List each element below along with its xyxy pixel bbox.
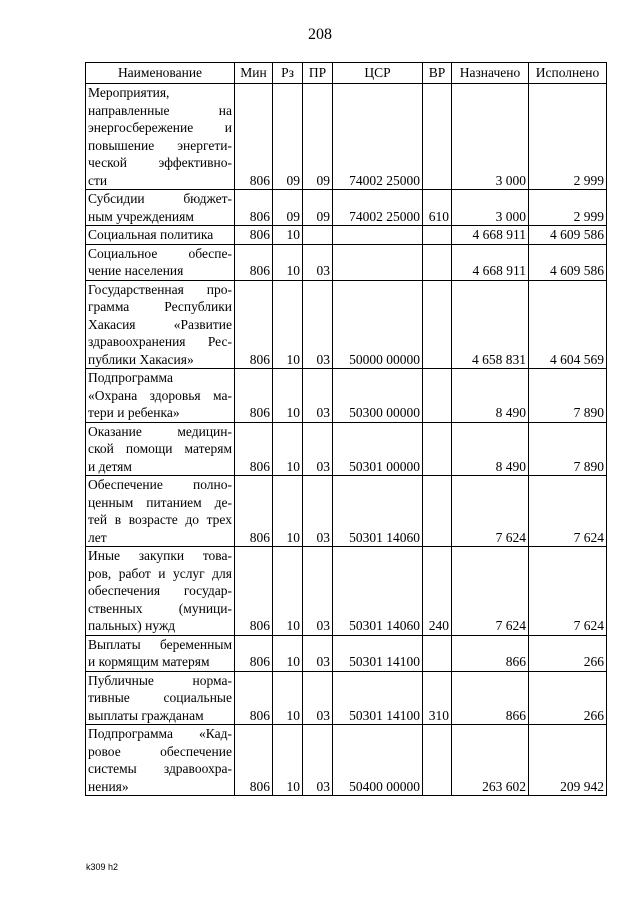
cell-min: 806 (235, 280, 273, 369)
cell-name-line: Социальная политика (88, 227, 214, 242)
cell-name-line: Социальное обеспе- (88, 245, 232, 261)
cell-executed: 266 (529, 671, 607, 725)
cell-name-line: Хакасия «Развитие (88, 316, 232, 332)
cell-name (86, 190, 235, 226)
cell-min: 806 (235, 635, 273, 671)
cell-name-line: Иные закупки това- (88, 548, 232, 563)
cell-name-line: тери и ребенка» (88, 405, 180, 420)
cell-name-line: нения» (88, 778, 129, 794)
cell-min: 806 (235, 226, 273, 245)
cell-executed: 7 890 (529, 369, 607, 423)
footer-code: k309 h2 (86, 862, 119, 872)
cell-name-line: тивные социальные (88, 690, 232, 705)
cell-assigned: 8 490 (452, 422, 529, 476)
cell-rz: 10 (273, 369, 303, 423)
cell-csr: 50301 14100 (333, 635, 423, 671)
cell-vr (423, 244, 452, 280)
cell-pr: 03 (303, 547, 333, 636)
cell-pr (303, 226, 333, 245)
cell-executed: 4 609 586 (529, 226, 607, 245)
cell-rz: 10 (273, 671, 303, 725)
table-row (86, 476, 607, 547)
cell-executed: 2 999 (529, 84, 607, 190)
cell-name-line: системы здравоохра- (88, 761, 232, 776)
cell-csr (333, 244, 423, 280)
cell-min: 806 (235, 476, 273, 547)
cell-name-line: здравоохранения Рес- (88, 334, 232, 349)
cell-assigned: 7 624 (452, 476, 529, 547)
page-number: 208 (308, 26, 332, 43)
cell-csr: 50400 00000 (333, 725, 423, 796)
cell-assigned: 4 668 911 (452, 226, 529, 245)
cell-rz: 09 (273, 190, 303, 226)
cell-vr (423, 84, 452, 190)
cell-name-line: тей в возрасте до трех (88, 512, 232, 527)
table-row (86, 422, 607, 476)
table-row (86, 671, 607, 725)
cell-name-line: сти (88, 172, 108, 188)
table-row (86, 635, 607, 671)
cell-pr: 09 (303, 84, 333, 190)
cell-name-line: ров, работ и услуг для (88, 565, 232, 581)
header-vr: ВР (423, 63, 452, 84)
cell-executed: 2 999 (529, 190, 607, 226)
cell-name-line: Подпрограмма (88, 370, 173, 385)
cell-name-line: ственных (муници- (88, 600, 232, 616)
cell-pr: 03 (303, 369, 333, 423)
cell-executed: 7 890 (529, 422, 607, 476)
cell-assigned: 8 490 (452, 369, 529, 423)
cell-min: 806 (235, 671, 273, 725)
cell-rz: 10 (273, 280, 303, 369)
cell-pr: 03 (303, 671, 333, 725)
cell-executed: 209 942 (529, 725, 607, 796)
table-row (86, 190, 607, 226)
cell-name (86, 671, 235, 725)
cell-executed: 4 604 569 (529, 280, 607, 369)
cell-name-line: «Охрана здоровья ма- (88, 387, 232, 403)
cell-rz: 10 (273, 635, 303, 671)
cell-rz: 09 (273, 84, 303, 190)
cell-name-line: ческой эффективно- (88, 155, 232, 170)
cell-vr (423, 369, 452, 423)
cell-csr: 74002 25000 (333, 190, 423, 226)
cell-rz: 10 (273, 547, 303, 636)
cell-pr: 09 (303, 190, 333, 226)
cell-name-line: обеспечения государ- (88, 583, 232, 598)
cell-min: 806 (235, 84, 273, 190)
cell-name-line: направленные на (88, 102, 232, 118)
cell-assigned: 4 658 831 (452, 280, 529, 369)
cell-vr (423, 280, 452, 369)
cell-vr (423, 476, 452, 547)
cell-vr (423, 422, 452, 476)
cell-name-line: ской помощи матерям (88, 441, 232, 456)
cell-csr (333, 226, 423, 245)
cell-name-line: ценным питанием де- (88, 494, 232, 510)
cell-name-line: ровое обеспечение (88, 743, 232, 759)
cell-csr: 50301 14060 (333, 547, 423, 636)
cell-executed: 7 624 (529, 476, 607, 547)
header-executed: Исполнено (529, 63, 607, 84)
cell-name (86, 280, 235, 369)
cell-min: 806 (235, 547, 273, 636)
cell-assigned: 3 000 (452, 190, 529, 226)
cell-name-line: и детям (88, 458, 132, 474)
cell-name-line: выплаты гражданам (88, 707, 204, 723)
cell-min: 806 (235, 369, 273, 423)
cell-name (86, 226, 235, 245)
cell-name-line: повышение энергети- (88, 137, 232, 153)
cell-name-line: ным учреждениям (88, 208, 194, 224)
cell-assigned: 263 602 (452, 725, 529, 796)
cell-min: 806 (235, 190, 273, 226)
cell-assigned: 4 668 911 (452, 244, 529, 280)
budget-table (85, 62, 607, 796)
cell-csr: 74002 25000 (333, 84, 423, 190)
cell-vr: 610 (423, 190, 452, 226)
cell-name-line: чение населения (88, 263, 184, 278)
cell-pr: 03 (303, 476, 333, 547)
header-name: Наименование (86, 63, 235, 84)
cell-vr: 310 (423, 671, 452, 725)
cell-assigned: 3 000 (452, 84, 529, 190)
cell-rz: 10 (273, 422, 303, 476)
cell-name-line: Подпрограмма «Кад- (88, 726, 232, 741)
table-row (86, 226, 607, 245)
cell-name-line: Субсидии бюджет- (88, 191, 232, 206)
cell-name (86, 725, 235, 796)
cell-csr: 50301 14060 (333, 476, 423, 547)
cell-name (86, 476, 235, 547)
table-row (86, 244, 607, 280)
cell-min: 806 (235, 422, 273, 476)
table-header-row (86, 63, 607, 84)
table-row (86, 547, 607, 636)
cell-name-line: Обеспечение полно- (88, 477, 232, 492)
cell-vr (423, 226, 452, 245)
cell-csr: 50301 14100 (333, 671, 423, 725)
cell-pr: 03 (303, 422, 333, 476)
cell-assigned: 866 (452, 635, 529, 671)
cell-name (86, 635, 235, 671)
cell-rz: 10 (273, 476, 303, 547)
cell-min: 806 (235, 725, 273, 796)
cell-csr: 50301 00000 (333, 422, 423, 476)
cell-pr: 03 (303, 280, 333, 369)
cell-name-line: лет (88, 529, 107, 545)
table-body (86, 84, 607, 796)
cell-pr: 03 (303, 725, 333, 796)
table-row (86, 280, 607, 369)
table-row (86, 725, 607, 796)
cell-name-line: грамма Республики (88, 299, 232, 314)
cell-pr: 03 (303, 244, 333, 280)
table-row (86, 369, 607, 423)
cell-name (86, 244, 235, 280)
cell-name-line: Выплаты беременным (88, 636, 232, 652)
cell-name-line: Публичные норма- (88, 672, 232, 688)
cell-pr: 03 (303, 635, 333, 671)
cell-rz: 10 (273, 226, 303, 245)
header-rz: Рз (273, 63, 303, 84)
cell-name (86, 422, 235, 476)
cell-name-line: публики Хакасия» (88, 351, 194, 367)
cell-name-line: пальных) нужд (88, 618, 176, 633)
cell-csr: 50300 00000 (333, 369, 423, 423)
header-min: Мин (235, 63, 273, 84)
cell-name-line: Государственная про- (88, 281, 232, 297)
cell-min: 806 (235, 244, 273, 280)
cell-rz: 10 (273, 725, 303, 796)
cell-vr: 240 (423, 547, 452, 636)
cell-name-line: Оказание медицин- (88, 423, 232, 439)
cell-csr: 50000 00000 (333, 280, 423, 369)
cell-name-line: и кормящим матерям (88, 654, 210, 669)
cell-name (86, 369, 235, 423)
cell-executed: 266 (529, 635, 607, 671)
cell-vr (423, 635, 452, 671)
cell-name (86, 547, 235, 636)
cell-name-line: энергосбережение и (88, 120, 232, 135)
cell-assigned: 7 624 (452, 547, 529, 636)
cell-name (86, 84, 235, 190)
cell-name-line: Мероприятия, (88, 85, 170, 100)
cell-rz: 10 (273, 244, 303, 280)
header-assigned: Назначено (452, 63, 529, 84)
header-pr: ПР (303, 63, 333, 84)
table-row (86, 84, 607, 190)
cell-executed: 4 609 586 (529, 244, 607, 280)
header-csr: ЦСР (333, 63, 423, 84)
cell-executed: 7 624 (529, 547, 607, 636)
cell-vr (423, 725, 452, 796)
cell-assigned: 866 (452, 671, 529, 725)
